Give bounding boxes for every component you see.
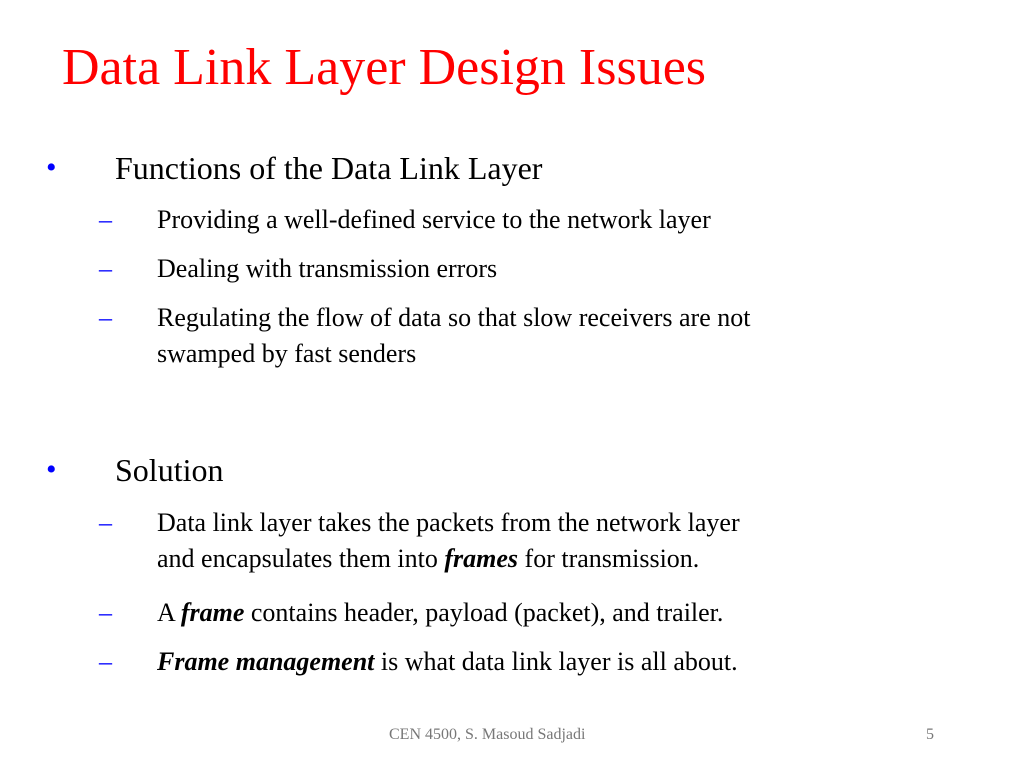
bullet-dot-icon: • <box>46 151 57 184</box>
emphasis-term: Frame management <box>157 647 375 676</box>
dash-icon: – <box>99 205 112 234</box>
dash-icon: – <box>99 647 112 676</box>
sub-bullet-text <box>157 505 957 577</box>
sub-bullet-part: and encapsulates them into <box>157 544 445 573</box>
sub-bullet-part: A <box>157 598 181 627</box>
dash-icon: – <box>99 303 112 332</box>
dash-icon: – <box>99 254 112 283</box>
sub-bullet-line: swamped by fast senders <box>157 339 417 368</box>
emphasis-term: frames <box>444 544 519 573</box>
sub-bullet-text <box>157 644 957 680</box>
page-number: 5 <box>926 726 934 743</box>
bullet-dot-icon: • <box>46 453 57 486</box>
sub-bullet-part: is what data link layer is all about. <box>374 647 738 676</box>
dash-icon: – <box>99 508 112 537</box>
sub-bullet-part: for transmission. <box>518 544 700 573</box>
sub-bullet-text <box>157 595 957 631</box>
emphasis-term: frame <box>180 598 245 627</box>
sub-bullet-text: Providing a well-defined service to the network layer <box>157 205 711 234</box>
footer-text: CEN 4500, S. Masoud Sadjadi <box>389 726 586 743</box>
sub-bullet-part: contains header, payload (packet), and trailer. <box>244 598 724 627</box>
bullet-heading: Functions of the Data Link Layer <box>115 150 543 186</box>
slide-title: Data Link Layer Design Issues <box>62 39 707 96</box>
sub-bullet-line: Data link layer takes the packets from the network layer <box>157 508 740 537</box>
sub-bullet-text: Dealing with transmission errors <box>157 254 498 283</box>
dash-icon: – <box>99 598 112 627</box>
bullet-heading: Solution <box>115 452 224 488</box>
sub-bullet-text <box>157 300 957 372</box>
sub-bullet-line: Regulating the flow of data so that slow receivers are not <box>157 303 751 332</box>
